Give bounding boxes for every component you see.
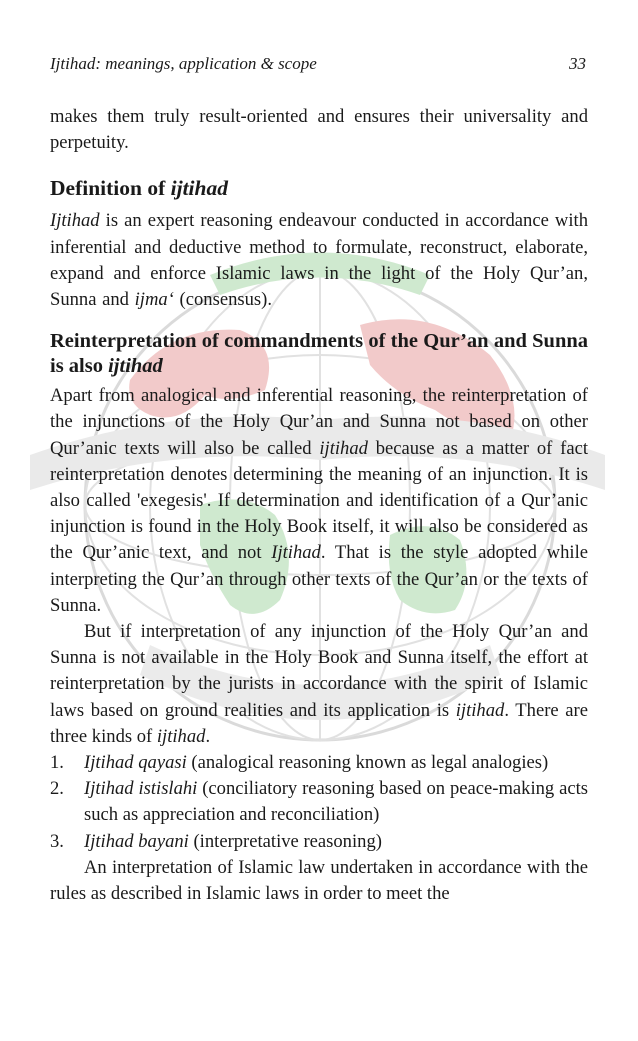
reinterpretation-heading-term: ijtihad bbox=[108, 355, 163, 378]
list-term: Ijtihad istislahi bbox=[84, 778, 198, 800]
term-ijtihad: Ijtihad bbox=[50, 210, 100, 232]
term-ijtihad: Ijtihad bbox=[271, 542, 321, 564]
running-title: Ijtihad: meanings, application & scope bbox=[50, 54, 317, 73]
list-number: 1. bbox=[50, 752, 64, 774]
interp-text-b: . There are three kinds of bbox=[50, 699, 588, 747]
list-number: 2. bbox=[50, 778, 64, 800]
list-desc: (conciliatory reasoning based on peace-making acts such as appreciation and reconciliation) bbox=[84, 778, 589, 826]
list-desc: (analogical reasoning known as legal analogies) bbox=[186, 752, 549, 774]
definition-heading-text: Definition of bbox=[50, 176, 171, 201]
term-ijma: ijma‘ bbox=[134, 289, 174, 311]
list-item bbox=[50, 750, 588, 776]
definition-heading-term: ijtihad bbox=[170, 176, 228, 201]
term-ijtihad: ijtihad bbox=[156, 725, 206, 747]
list-number: 3. bbox=[50, 830, 64, 852]
definition-paragraph bbox=[50, 208, 588, 313]
reinterp-text-a: Apart from analogical and inferential reasoning, the reinterpretation of the injunctions of the Holy Qur’an and Sunna not based on other Qur’anic texts will also be called bbox=[50, 385, 588, 459]
interp-text-a: But if interpretation of any injunction of the Holy Qur’an and Sunna is not available in the Holy Book and Sunna itself, the effort at reinterpretation by the jurists in accordance with the spirit of Islamic laws based on ground realities and its application is bbox=[50, 621, 588, 721]
reinterpretation-heading-text: Reinterpretation of commandments of the Qur’an and Sunna is also bbox=[50, 330, 588, 378]
definition-heading bbox=[50, 174, 588, 202]
page-body bbox=[50, 104, 588, 907]
term-ijtihad: ijtihad bbox=[319, 437, 368, 459]
ijtihad-kinds-list bbox=[50, 750, 588, 855]
list-item bbox=[50, 776, 588, 828]
definition-tail: (consensus). bbox=[173, 289, 272, 311]
running-header bbox=[50, 54, 588, 74]
reinterpretation-heading bbox=[50, 329, 588, 379]
term-ijtihad: ijtihad bbox=[455, 699, 505, 721]
interpretation-paragraph bbox=[50, 619, 588, 750]
list-item bbox=[50, 829, 588, 855]
list-term: Ijtihad qayasi bbox=[84, 752, 187, 774]
closing-paragraph: An interpretation of Islamic law undertaken in accordance with the rules as described in Islamic laws in order to meet the bbox=[50, 856, 588, 905]
intro-paragraph: makes them truly result-oriented and ensures their universality and perpetuity. bbox=[50, 106, 588, 154]
list-desc: (interpretative reasoning) bbox=[188, 830, 382, 852]
list-term: Ijtihad bayani bbox=[84, 830, 189, 852]
reinterp-text-b: because as a matter of fact reinterpretation denotes determining the meaning of an injunction. It is also called 'exegesis'. If determination and identification of a Qur’anic injunction is found in the Holy Book itself, it will also be considered as the Qur’anic text, and not bbox=[50, 437, 588, 564]
definition-text: is an expert reasoning endeavour conducted in accordance with inferential and deductive method to formulate, reconstruct, elaborate, expand and enforce Islamic laws in the light of the Holy Qur’an, Sunna and bbox=[50, 210, 588, 311]
reinterpretation-paragraph bbox=[50, 383, 588, 619]
reinterp-text-c: . That is the style adopted while interpreting the Qur’an through other texts of the Qur’an or the texts of Sunna. bbox=[50, 542, 588, 616]
interp-text-c: . bbox=[205, 725, 211, 747]
page-number: 33 bbox=[569, 54, 586, 73]
